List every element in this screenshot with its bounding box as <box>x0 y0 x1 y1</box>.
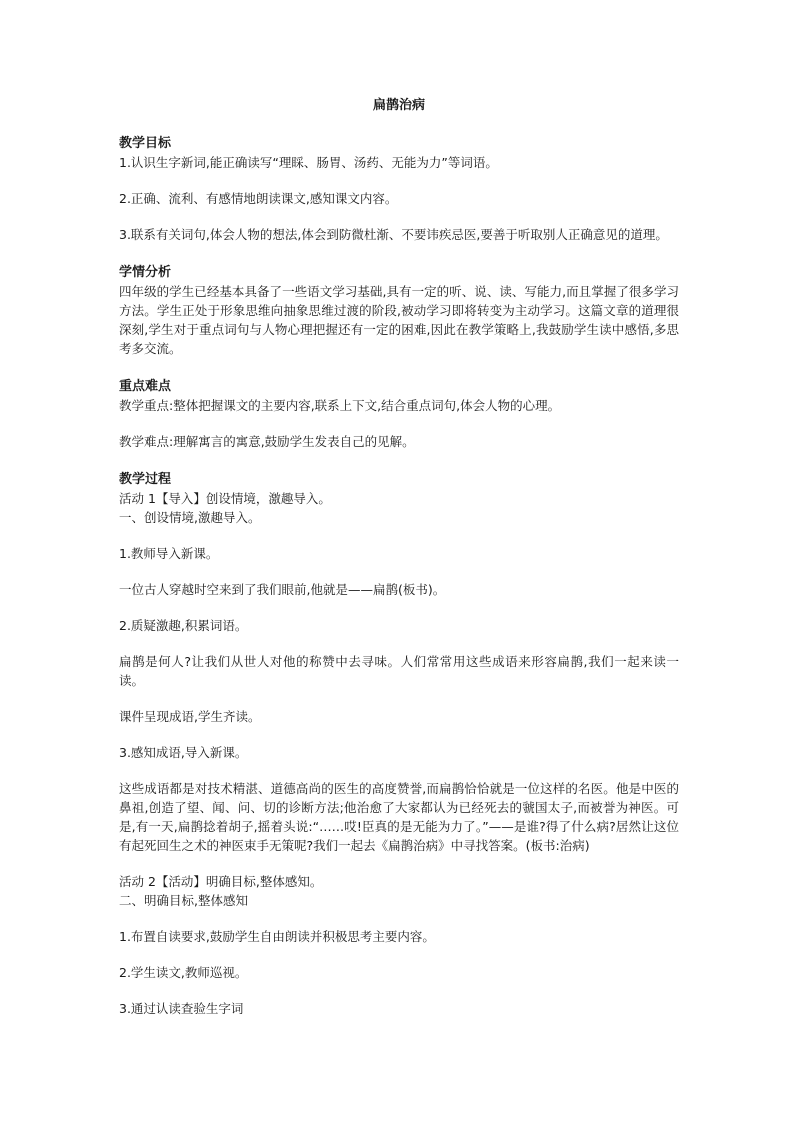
step-2-3: 3.通过认读查验生字词 <box>119 1001 244 1016</box>
step-1-3: 3.感知成语,导入新课。 <box>119 745 248 760</box>
section-heading-analysis: 学情分析 <box>119 265 172 280</box>
step-1-1-text: 一位古人穿越时空来到了我们眼前,他就是——扁鹊(板书)。 <box>119 582 446 597</box>
key-difficulty: 教学难点:理解寓言的寓意,鼓励学生发表自己的见解。 <box>119 434 415 449</box>
step-2-2: 2.学生读文,教师巡视。 <box>119 965 248 980</box>
key-focus: 教学重点:整体把握课文的主要内容,联系上下文,结合重点词句,体会人物的心理。 <box>119 398 561 413</box>
activity-2-label: 活动 2【活动】明确目标,整体感知。 <box>119 874 323 889</box>
step-2-1: 1.布置自读要求,鼓励学生自由朗读并积极思考主要内容。 <box>119 929 435 944</box>
step-1-2-text: 扁鹊是何人?让我们从世人对他的称赞中去寻味。人们常常用这些成语来形容扁鹊,我们一起来读一读。 <box>119 654 679 688</box>
goal-item-1: 1.认识生字新词,能正确读写“理睬、肠胃、汤药、无能为力”等词语。 <box>119 155 498 170</box>
page-title: 扁鹊治病 <box>372 98 425 113</box>
step-2-title: 二、明确目标,整体感知 <box>119 893 248 908</box>
step-1-2-text-2: 课件呈现成语,学生齐读。 <box>119 709 261 724</box>
section-heading-key-points: 重点难点 <box>119 379 172 394</box>
activity-1-label: 活动 1【导入】创设情境，激趣导入。 <box>119 491 331 506</box>
analysis-paragraph: 四年级的学生已经基本具备了一些语文学习基础,具有一定的听、说、读、写能力,而且掌握了很多学习方法。学生正处于形象思维向抽象思维过渡的阶段,被动学习即将转变为主动学习。这篇文章的道理很深刻,学生对于重点词句与人物心理把握还有一定的困难,因此在教学策略上,我鼓励学生读中感悟,多思考多交流。 <box>119 284 679 356</box>
step-1-3-text: 这些成语都是对技术精湛、道德高尚的医生的高度赞誉,而扁鹊恰恰就是一位这样的名医。他是中医的鼻祖,创造了望、闻、问、切的诊断方法;他治愈了大家都认为已经死去的虢国太子,而被誉为神医。可是,有一天,扁鹊捻着胡子,摇着头说:“……哎!臣真的是无能为力了。”——是谁?得了什么病?居然让这位有起死回生之术的神医束手无策呢?我们一起去《扁鹊治病》中寻找答案。(板书:治病) <box>119 781 679 853</box>
goal-item-3: 3.联系有关词句,体会人物的想法,体会到防微杜渐、不要讳疾忌医,要善于听取别人正确意见的道理。 <box>119 227 668 242</box>
section-heading-process: 教学过程 <box>119 472 172 487</box>
document-body <box>119 96 679 1018</box>
step-1-1: 1.教师导入新课。 <box>119 546 219 561</box>
goal-item-2: 2.正确、流利、有感情地朗读课文,感知课文内容。 <box>119 191 398 206</box>
section-heading-goals: 教学目标 <box>119 136 172 151</box>
step-1-title: 一、创设情境,激趣导入。 <box>119 510 261 525</box>
step-1-2: 2.质疑激趣,积累词语。 <box>119 618 248 633</box>
